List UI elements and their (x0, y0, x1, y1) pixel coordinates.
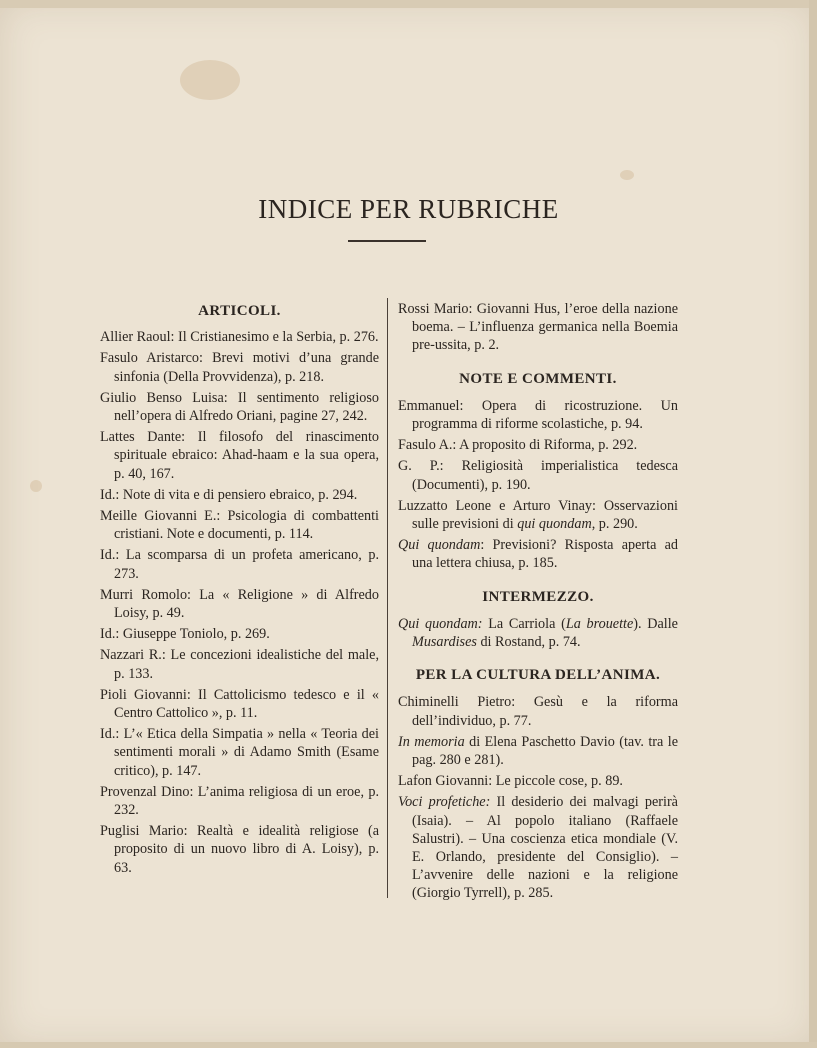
page-bottom-edge (0, 1042, 817, 1048)
foxing-spot (30, 480, 42, 492)
index-entry: Id.: L’« Etica della Simpatia » nella « Teoria dei sentimenti morali » di Adamo Smith (Esame critico), p. 147. (100, 726, 379, 779)
page-top-edge (0, 0, 817, 8)
index-entry: Fasulo A.: A proposito di Riforma, p. 292. (398, 437, 638, 454)
left-column (100, 302, 379, 880)
index-entry: Id.: Giuseppe Toniolo, p. 269. (100, 626, 270, 643)
entry-italic: Qui quondam: (398, 615, 483, 632)
index-entry: Chiminelli Pietro: Gesù e la riforma dell’individuo, p. 77. (398, 694, 678, 729)
entry-text: Il desiderio dei malvagi perirà (Isaia). – Al popolo italiano (Raffaele Salustri). – Una coscienza etica mondiale (V. E. Orlando, presidente del Consiglio). – L’avvenire delle nazioni e la religione (Giorgio Tyrrell), p. 285. (412, 794, 678, 902)
section-heading-intermezzo: INTERMEZZO. (482, 588, 594, 605)
index-entry: G. P.: Religiosità imperialistica tedesca (Documenti), p. 190. (398, 458, 678, 493)
entry-text: , p. 290. (591, 516, 638, 533)
index-entry: Id.: La scomparsa di un profeta americano, p. 273. (100, 547, 379, 582)
right-column (398, 300, 678, 906)
index-entry (398, 793, 678, 902)
section-heading-per-la-cultura: PER LA CULTURA DELL’ANIMA. (415, 667, 661, 684)
entry-text: di Elena Paschetto Davio (tav. tra le pag. 280 e 281). (412, 733, 678, 769)
column-divider (387, 298, 388, 898)
entry-text: : Previsioni? Risposta aperta ad una lettera chiusa, p. 185. (412, 537, 679, 572)
entry-italic: Voci profetiche: (398, 794, 491, 811)
index-entry: Murri Romolo: La « Religione » di Alfredo Loisy, p. 49. (100, 586, 379, 622)
page-right-edge (809, 0, 817, 1048)
entry-text: ). Dalle (633, 615, 678, 632)
entry-italic: La brouette (565, 615, 634, 632)
foxing-spot (620, 170, 634, 180)
index-entry (398, 536, 678, 572)
index-entry: Provenzal Dino: L’anima religiosa di un eroe, p. 232. (100, 783, 379, 819)
index-entry: Pioli Giovanni: Il Cattolicismo tedesco e il « Centro Cattolico », p. 11. (100, 686, 379, 722)
entry-text: di Rostand, p. 74. (476, 634, 581, 651)
index-entry (398, 733, 678, 769)
index-entry: Lattes Dante: Il filosofo del rinascimento spirituale ebraico: Ahad-haam e la sua opera, p. 40, 167. (100, 429, 379, 482)
index-entry: Puglisi Mario: Realtà e idealità religiose (a proposito di un nuovo libro di A. Loisy), p. 63. (100, 823, 379, 876)
index-entry: Giulio Benso Luisa: Il sentimento religioso nell’opera di Alfredo Oriani, pagine 27, 242. (100, 389, 379, 425)
index-entry (398, 497, 678, 533)
index-entry: Meille Giovanni E.: Psicologia di combattenti cristiani. Note e documenti, p. 114. (100, 508, 379, 543)
entry-text: Luzzatto Leone e Arturo Vinay: Osservazioni sulle previsioni di (398, 497, 678, 533)
index-entry: Id.: Note di vita e di pensiero ebraico, p. 294. (100, 486, 358, 503)
title-rule (348, 240, 426, 242)
index-entry: Nazzari R.: Le concezioni idealistiche del male, p. 133. (100, 647, 379, 682)
section-heading-note-e-commenti: NOTE E COMMENTI. (459, 370, 617, 387)
page-title: INDICE PER RUBRICHE (258, 194, 559, 224)
index-entry: Fasulo Aristarco: Brevi motivi d’una grande sinfonia (Della Provvidenza), p. 218. (100, 350, 379, 385)
index-entry (398, 615, 678, 651)
entry-text: La Carriola ( (482, 615, 566, 632)
section-heading-articoli: ARTICOLI. (198, 303, 281, 319)
index-entry: Emmanuel: Opera di ricostruzione. Un programma di riforme scolastiche, p. 94. (398, 397, 678, 433)
index-entry: Lafon Giovanni: Le piccole cose, p. 89. (398, 773, 623, 790)
index-entry: Allier Raoul: Il Cristianesimo e la Serbia, p. 276. (100, 329, 379, 346)
entry-italic: qui quondam (517, 516, 592, 533)
index-entry: Rossi Mario: Giovanni Hus, l’eroe della nazione boema. – L’influenza germanica nella Boemia pre-ussita, p. 2. (398, 301, 678, 354)
entry-italic: Musardises (412, 634, 477, 651)
foxing-spot (180, 60, 240, 100)
entry-italic: In memoria (398, 733, 465, 750)
entry-italic: Qui quondam (398, 537, 481, 554)
